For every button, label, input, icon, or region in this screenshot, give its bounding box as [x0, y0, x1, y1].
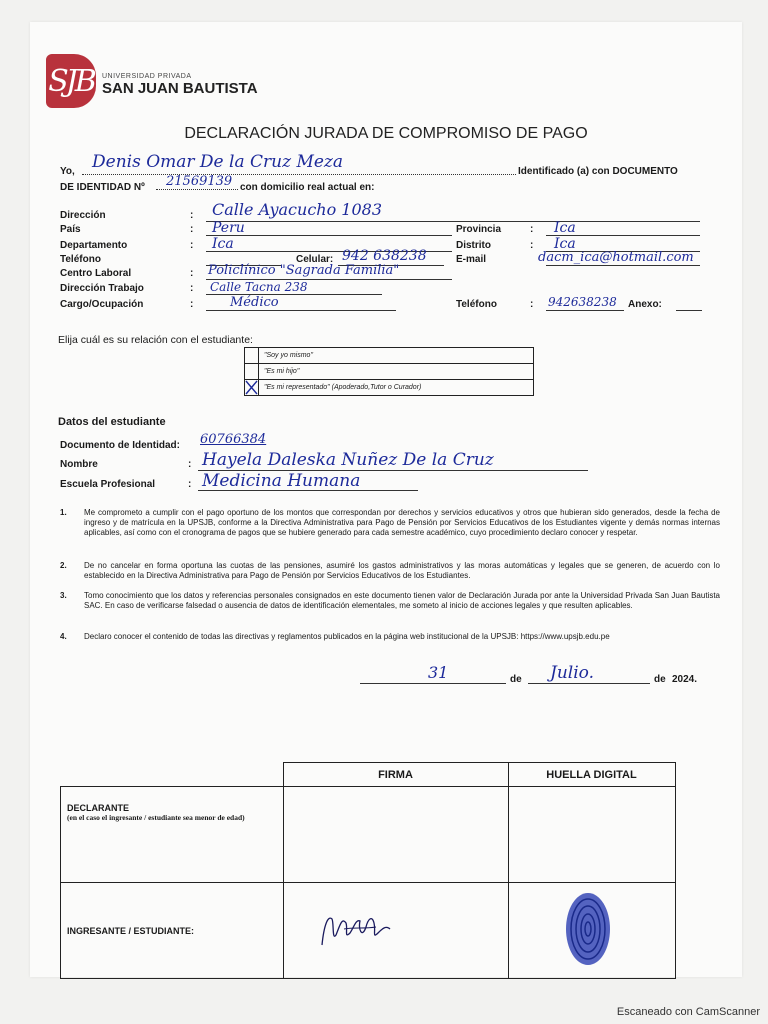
telefono2-line	[546, 310, 624, 311]
relation-checkbox[interactable]	[245, 364, 259, 379]
declarante-cell	[61, 787, 284, 883]
clause-1	[60, 508, 720, 552]
colon: :	[188, 459, 192, 470]
identificado-label: Identificado (a) con DOCUMENTO	[518, 166, 678, 177]
centro-value: Policlínico "Sagrada Familia"	[208, 263, 400, 278]
colon: :	[190, 224, 194, 235]
provincia-label: Provincia	[456, 224, 502, 235]
departamento-label: Departamento	[60, 240, 128, 251]
student-heading: Datos del estudiante	[58, 416, 166, 428]
cargo-line	[206, 310, 396, 311]
university-logo: SJB	[46, 54, 96, 108]
signature-table	[60, 762, 676, 979]
student-name-value: Hayela Daleska Nuñez De la Cruz	[202, 450, 494, 470]
domicilio-label: con domicilio real actual en:	[240, 182, 375, 193]
declarant-doc-number: 21569139	[166, 174, 233, 189]
colon: :	[190, 283, 194, 294]
logo-subtitle: UNIVERSIDAD PRIVADA	[102, 73, 192, 80]
direccion-label: Dirección	[60, 210, 106, 221]
colon: :	[190, 240, 194, 251]
telefono2-label: Teléfono	[456, 299, 497, 310]
declarante-signature-cell[interactable]	[283, 787, 508, 883]
clause-text: Declaro conocer el contenido de todas las directivas y reglamentos publicados en la página web institucional de la UPSJB: https://www.upsjb.edu.pe	[84, 632, 610, 641]
relation-prompt: Elija cuál es su relación con el estudiante:	[58, 334, 253, 346]
doc-label: DE IDENTIDAD Nº	[60, 182, 145, 193]
clause-2	[60, 561, 720, 585]
colon: :	[530, 299, 534, 310]
declarante-label: DECLARANTE	[67, 803, 129, 813]
date-year: 2024.	[672, 674, 698, 685]
yo-label: Yo,	[60, 166, 75, 177]
anexo-label: Anexo:	[628, 299, 662, 310]
celular-label: Celular:	[296, 254, 334, 265]
cargo-value: Médico	[230, 295, 279, 310]
escuela-label: Escuela Profesional	[60, 479, 156, 490]
date-de-label: de	[654, 674, 666, 685]
dir-trabajo-label: Dirección Trabajo	[60, 283, 144, 294]
colon: :	[190, 299, 194, 310]
relation-option-label: "Es mi hijo"	[264, 368, 300, 375]
date-day-line	[360, 683, 506, 684]
colon: :	[190, 210, 194, 221]
departamento-value: Ica	[212, 236, 234, 252]
relation-option-child[interactable]	[245, 364, 533, 380]
distrito-value: Ica	[554, 236, 576, 252]
colon: :	[190, 268, 194, 279]
ingresante-signature-cell[interactable]	[283, 883, 508, 979]
relation-options	[244, 347, 534, 396]
relation-option-represented[interactable]	[245, 380, 533, 395]
document-title: DECLARACIÓN JURADA DE COMPROMISO DE PAGO	[184, 125, 588, 142]
firma-header: FIRMA	[283, 763, 508, 787]
pais-label: País	[60, 224, 81, 235]
email-value: dacm_ica@hotmail.com	[538, 250, 694, 265]
clause-3	[60, 591, 720, 625]
clause-text: Me comprometo a cumplir con el pago oportuno de los montos que correspondan por derechos y servicios educativos y otros que hubieran sido generados, desde la fecha de ingreso y de matrícula en la UPSJB, conforme a la Directiva Administrativa para Pago de Pensión por Servicios Educativos de los Estudiantes vigente y demás normas internas aplicables, así como con el cronograma de pagos que se hubiere generado para cada semestre académico, cuyo procedimiento declaro conocer y respetar.	[84, 508, 720, 537]
clause-number: 4.	[60, 632, 67, 641]
name-line	[82, 174, 516, 175]
celular-value: 942 638238	[342, 248, 427, 264]
email-line	[546, 265, 700, 266]
email-label: E-mail	[456, 254, 487, 265]
declarante-fingerprint-cell[interactable]	[508, 787, 675, 883]
student-doc-label: Documento de Identidad:	[60, 440, 180, 451]
relation-checkbox[interactable]	[245, 348, 259, 363]
direccion-value: Calle Ayacucho 1083	[212, 200, 383, 219]
empty-header-cell	[61, 763, 284, 787]
doc-line	[156, 189, 238, 190]
scanner-watermark: Escaneado con CamScanner	[616, 1006, 760, 1018]
ingresante-cell	[61, 883, 284, 979]
dir-trabajo-value: Calle Tacna 238	[210, 280, 308, 294]
relation-option-self[interactable]	[245, 348, 533, 364]
ingresante-fingerprint-cell[interactable]	[508, 883, 675, 979]
declarante-note: (en el caso el ingresante / estudiante sea menor de edad)	[67, 813, 245, 822]
logo-name: SAN JUAN BAUTISTA	[102, 80, 258, 97]
telefono2-value: 942638238	[548, 295, 617, 309]
date-month-line	[528, 683, 650, 684]
clause-number: 3.	[60, 591, 67, 600]
colon: :	[530, 224, 534, 235]
escuela-value: Medicina Humana	[202, 471, 361, 491]
relation-option-label: "Es mi representado" (Apoderado,Tutor o Curador)	[264, 384, 422, 391]
provincia-value: Ica	[554, 220, 576, 236]
relation-checkbox-checked[interactable]	[245, 380, 259, 395]
student-doc-value: 60766384	[200, 432, 267, 447]
colon: :	[188, 479, 192, 490]
fingerprint-icon	[563, 891, 613, 967]
document-page	[30, 22, 742, 977]
anexo-line	[676, 310, 702, 311]
distrito-label: Distrito	[456, 240, 491, 251]
direccion-line	[206, 221, 700, 222]
clause-text: Tomo conocimiento que los datos y referencias personales consignados en este documento tienen valor de Declaración Jurada por ante la Universidad Privada San Juan Bautista SAC. En caso de verificarse falsedad o ausencia de datos de identificación elementales, me someto al inicio de acciones legales y que resulten aplicables.	[84, 591, 720, 610]
x-mark-icon	[245, 380, 258, 395]
declarant-name: Denis Omar De la Cruz Meza	[92, 152, 343, 172]
clause-4	[60, 632, 720, 646]
pais-value: Peru	[212, 220, 245, 236]
date-day: 31	[428, 663, 449, 682]
telefono-label: Teléfono	[60, 254, 101, 265]
date-de-label: de	[510, 674, 522, 685]
clause-number: 2.	[60, 561, 67, 570]
clause-number: 1.	[60, 508, 67, 517]
cargo-label: Cargo/Ocupación	[60, 299, 144, 310]
huella-header: HUELLA DIGITAL	[508, 763, 675, 787]
relation-option-label: "Soy yo mismo"	[264, 352, 313, 359]
clause-text: De no cancelar en forma oportuna las cuotas de las pensiones, asumiré los gastos administrativos y las moras automáticas y legales que se generen, de acuerdo con lo establecido en la Directiva Administrativa para Pago de Pensión por Servicios Educativos de los Estudiantes.	[84, 561, 720, 580]
ingresante-label: INGRESANTE / ESTUDIANTE:	[67, 925, 195, 936]
signature-icon	[314, 905, 404, 955]
date-month: Julio.	[550, 663, 594, 683]
student-name-label: Nombre	[60, 459, 98, 470]
colon: :	[530, 240, 534, 251]
centro-label: Centro Laboral	[60, 268, 132, 279]
